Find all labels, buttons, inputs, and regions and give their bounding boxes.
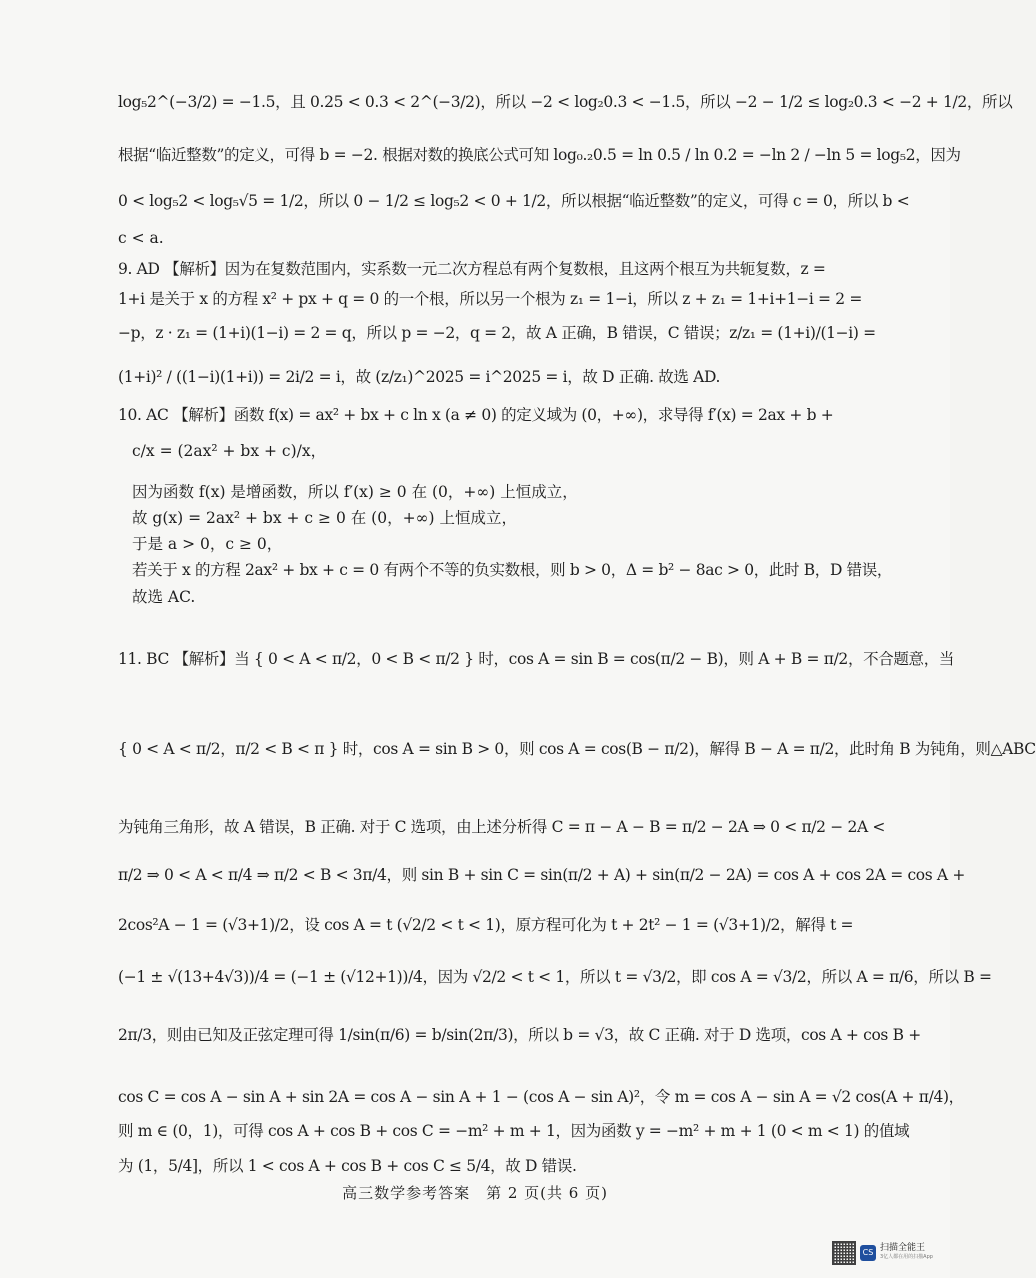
watermark-text [880, 1244, 933, 1262]
text-line: (1+i)² / ((1−i)(1+i)) = 2i/2 = i，故 (z/z₁)^2025 = i^2025 = i，故 D 正确. 故选 AD. [118, 368, 721, 386]
text-line: 2π/3，则由已知及正弦定理可得 1/sin(π/6) = b/sin(2π/3)，所以 b = √3，故 C 正确. 对于 D 选项，cos A + cos B + [118, 1026, 921, 1044]
text-line: (−1 ± √(13+4√3))/4 = (−1 ± (√12+1))/4，因为 √2/2 < t < 1，所以 t = √3/2，即 cos A = √3/2，所以 A = π/6，所以 B = [118, 968, 992, 986]
text-line: 0 < log₅2 < log₅√5 = 1/2，所以 0 − 1/2 ≤ log₅2 < 0 + 1/2，所以根据“临近整数”的定义，可得 c = 0，所以 b < [118, 192, 910, 210]
text-line: 故选 AC. [132, 588, 196, 606]
text-line: 若关于 x 的方程 2ax² + bx + c = 0 有两个不等的负实数根，则 b > 0，Δ = b² − 8ac > 0，此时 B，D 错误， [132, 561, 893, 579]
qr-code-icon [832, 1241, 856, 1265]
text-line: c/x = (2ax² + bx + c)/x， [132, 442, 327, 460]
text-line: 2cos²A − 1 = (√3+1)/2，设 cos A = t (√2/2 < t < 1)，原方程可化为 t + 2t² − 1 = (√3+1)/2，解得 t = [118, 916, 854, 934]
text-line: 则 m ∈ (0，1)，可得 cos A + cos B + cos C = −m² + m + 1，因为函数 y = −m² + m + 1 (0 < m < 1) 的值域 [118, 1122, 910, 1140]
watermark-name: 扫描全能王 [880, 1243, 926, 1253]
watermark-sub: 3亿人都在用的扫描App [880, 1254, 933, 1260]
text-line: 11. BC 【解析】当 { 0 < A < π/2，0 < B < π/2 } 时，cos A = sin B = cos(π/2 − B)，则 A + B = π/2，不合题意，当 [118, 650, 954, 668]
page-footer: 高三数学参考答案 第 2 页(共 6 页) [342, 1184, 608, 1202]
text-line: 9. AD 【解析】因为在复数范围内，实系数一元二次方程总有两个复数根，且这两个根互为共轭复数，z = [118, 260, 826, 278]
text-line: 因为函数 f(x) 是增函数，所以 f′(x) ≥ 0 在 (0，+∞) 上恒成立， [132, 483, 578, 501]
text-line: 为 (1，5/4]，所以 1 < cos A + cos B + cos C ≤ 5/4，故 D 错误. [118, 1157, 577, 1175]
text-line: π/2 ⇒ 0 < A < π/4 ⇒ π/2 < B < 3π/4，则 sin B + sin C = sin(π/2 + A) + sin(π/2 − 2A) = cos A + cos 2A = cos A + [118, 866, 965, 884]
text-line: 为钝角三角形，故 A 错误，B 正确. 对于 C 选项，由上述分析得 C = π − A − B = π/2 − 2A ⇒ 0 < π/2 − 2A < [118, 818, 886, 836]
text-line: c < a. [118, 229, 164, 247]
scanner-watermark [832, 1242, 936, 1264]
text-line: 故 g(x) = 2ax² + bx + c ≥ 0 在 (0，+∞) 上恒成立， [132, 509, 517, 527]
text-line: 10. AC 【解析】函数 f(x) = ax² + bx + c ln x (a ≠ 0) 的定义域为 (0，+∞)，求导得 f′(x) = 2ax + b + [118, 406, 834, 424]
text-line: cos C = cos A − sin A + sin 2A = cos A − sin A + 1 − (cos A − sin A)²，令 m = cos A − sin A = √2 cos(A + π/4)， [118, 1088, 964, 1106]
text-line: 1+i 是关于 x 的方程 x² + px + q = 0 的一个根，所以另一个根为 z₁ = 1−i，所以 z + z₁ = 1+i+1−i = 2 = [118, 290, 862, 308]
text-line: 于是 a > 0，c ≥ 0， [132, 535, 283, 553]
text-line: 根据“临近整数”的定义，可得 b = −2. 根据对数的换底公式可知 log₀.₂0.5 = ln 0.5 / ln 0.2 = −ln 2 / −ln 5 = log₅2，因为 [118, 146, 961, 164]
app-logo-icon: CS [860, 1245, 876, 1261]
text-line: log₅2^(−3/2) = −1.5，且 0.25 < 0.3 < 2^(−3/2)，所以 −2 < log₂0.3 < −1.5，所以 −2 − 1/2 ≤ log₂0.3 < −2 + 1/2，所以 [118, 93, 1013, 111]
text-line: −p，z · z₁ = (1+i)(1−i) = 2 = q，所以 p = −2，q = 2，故 A 正确，B 错误，C 错误；z/z₁ = (1+i)/(1−i) = [118, 324, 876, 342]
text-line: { 0 < A < π/2，π/2 < B < π } 时，cos A = sin B > 0，则 cos A = cos(B − π/2)，解得 B − A = π/2，此时角 B 为钝角，则△ABC [118, 740, 1036, 758]
